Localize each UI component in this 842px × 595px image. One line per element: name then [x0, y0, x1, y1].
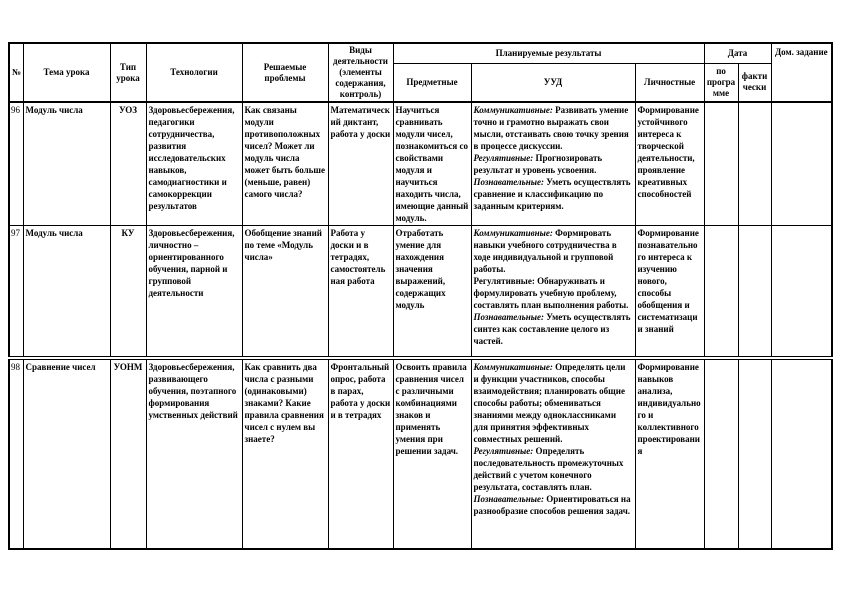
cell-subject-results: Отработать умение для нахождения значения выражений, содержащих модуль	[393, 226, 471, 358]
col-header-date: Дата	[704, 43, 771, 63]
cell-personal-results: Формирование навыков анализа, индивидуального и коллективного проектирования	[635, 358, 704, 549]
table-header	[9, 43, 832, 102]
uud-category-label: Коммуникативные:	[473, 105, 553, 115]
uud-category-label: Познавательные:	[473, 312, 544, 322]
cell-lesson-type: УОЗ	[110, 102, 146, 226]
uud-segment: Коммуникативные: Определять цели и функции участников, способы взаимодействия; планировать общие способы работы; обмениваться знаниями между одноклассниками для принятия эффективных совместных решений.	[473, 361, 626, 444]
cell-date-program	[704, 358, 738, 549]
col-header-date-program: по программе	[704, 63, 738, 102]
cell-date-program	[704, 102, 738, 226]
uud-segment: Регулятивные: Обнаруживать и формулировать учебную проблему, составлять план выполнения работы.	[473, 276, 629, 310]
cell-activities: Фронтальный опрос, работа в парах, работа у доски и в тетрадях	[328, 358, 393, 549]
uud-category-label: Регулятивные:	[473, 276, 535, 286]
cell-number: 97	[9, 226, 23, 358]
col-header-number: №	[9, 43, 23, 102]
col-header-topic: Тема урока	[23, 43, 110, 102]
col-header-uud: УУД	[471, 63, 635, 102]
cell-activities: Математический диктант, работа у доски	[328, 102, 393, 226]
cell-lesson-type: КУ	[110, 226, 146, 358]
uud-segment: Познавательные: Уметь осуществлять сравнение и классификацию по заданным критериям.	[473, 177, 631, 211]
cell-homework	[771, 226, 832, 358]
table-body	[9, 102, 832, 549]
uud-segment: Регулятивные: Определять последовательность промежуточных действий с учетом конечного результата, составлять план.	[473, 445, 624, 492]
uud-segment: Познавательные: Уметь осуществлять синтез как составление целого из частей.	[473, 312, 631, 346]
cell-problems: Как сравнить два числа с разными (одинаковыми) знаками? Какие правила сравнения чисел с нулем вы знаете?	[242, 358, 328, 549]
cell-number: 96	[9, 102, 23, 226]
cell-activities: Работа у доски и в тетрадях, самостоятельная работа	[328, 226, 393, 358]
cell-date-program	[704, 226, 738, 358]
col-header-lesson-type: Тип урока	[110, 43, 146, 102]
cell-lesson-type: УОНМ	[110, 358, 146, 549]
cell-homework	[771, 358, 832, 549]
cell-technologies: Здоровьесбережения, развивающего обучения, поэтапного формирования умственных действий	[146, 358, 242, 549]
cell-date-fact	[738, 358, 771, 549]
uud-category-label: Познавательные:	[473, 177, 544, 187]
uud-category-label: Познавательные:	[473, 493, 544, 504]
cell-technologies: Здоровьесбережения, личностно – ориентированного обучения, парной и групповой деятельности	[146, 226, 242, 358]
cell-number: 98	[9, 358, 23, 549]
cell-personal-results: Формирование устойчивого интереса к творческой деятельности, проявление креативных способностей	[635, 102, 704, 226]
cell-homework	[771, 102, 832, 226]
col-header-problems: Решаемые проблемы	[242, 43, 328, 102]
col-header-subject-results: Предметные	[393, 63, 471, 102]
cell-uud	[471, 102, 635, 226]
cell-uud	[471, 358, 635, 549]
cell-subject-results: Освоить правила сравнения чисел с различными комбинациями знаков и применять умения при решении задач.	[393, 358, 471, 549]
cell-topic: Модуль числа	[23, 102, 110, 226]
lesson-plan-table	[8, 42, 833, 550]
col-header-personal-results: Личностные	[635, 63, 704, 102]
cell-topic: Сравнение чисел	[23, 358, 110, 549]
cell-uud	[471, 226, 635, 358]
table-row	[9, 102, 832, 226]
uud-category-label: Регулятивные:	[473, 445, 534, 456]
cell-topic: Модуль числа	[23, 226, 110, 358]
col-header-activities: Виды деятельности (элементы содержания, контроль)	[328, 43, 393, 102]
uud-category-label: Коммуникативные:	[473, 228, 553, 238]
uud-segment: Коммуникативные: Формировать навыки учебного сотрудничества в ходе индивидуальной и групповой работы.	[473, 228, 617, 274]
uud-category-label: Коммуникативные:	[473, 361, 553, 372]
uud-segment: Познавательные: Ориентироваться на разнообразие способов решения задач.	[473, 493, 631, 516]
col-header-technologies: Технологии	[146, 43, 242, 102]
table-row	[9, 226, 832, 358]
cell-date-fact	[738, 102, 771, 226]
col-header-planned-results: Планируемые результаты	[393, 43, 704, 63]
uud-segment: Регулятивные: Прогнозировать результат и уровень усвоения.	[473, 153, 603, 175]
uud-category-label: Регулятивные:	[473, 153, 534, 163]
cell-subject-results: Научиться сравнивать модули чисел, познакомиться со свойствами модуля и научиться находить числа, имеющие данный модуль.	[393, 102, 471, 226]
col-header-homework: Дом. задание	[771, 43, 832, 102]
cell-personal-results: Формирование познавательного интереса к изучению нового, способы обобщения и систематизации знаний	[635, 226, 704, 358]
cell-date-fact	[738, 226, 771, 358]
cell-technologies: Здоровьесбережения, педагогики сотрудничества, развития исследовательских навыков, самодиагностики и самокоррекции результатов	[146, 102, 242, 226]
cell-problems: Обобщение знаний по теме «Модуль числа»	[242, 226, 328, 358]
uud-segment: Коммуникативные: Развивать умение точно и грамотно выражать свои мысли, отстаивать свою точку зрения в процессе дискуссии.	[473, 105, 629, 151]
header-row-1	[9, 43, 832, 63]
col-header-date-fact: фактически	[738, 63, 771, 102]
cell-problems: Как связаны модули противоположных чисел? Может ли модуль числа может быть больше (меньше, равен) самого числа?	[242, 102, 328, 226]
table-row	[9, 358, 832, 549]
